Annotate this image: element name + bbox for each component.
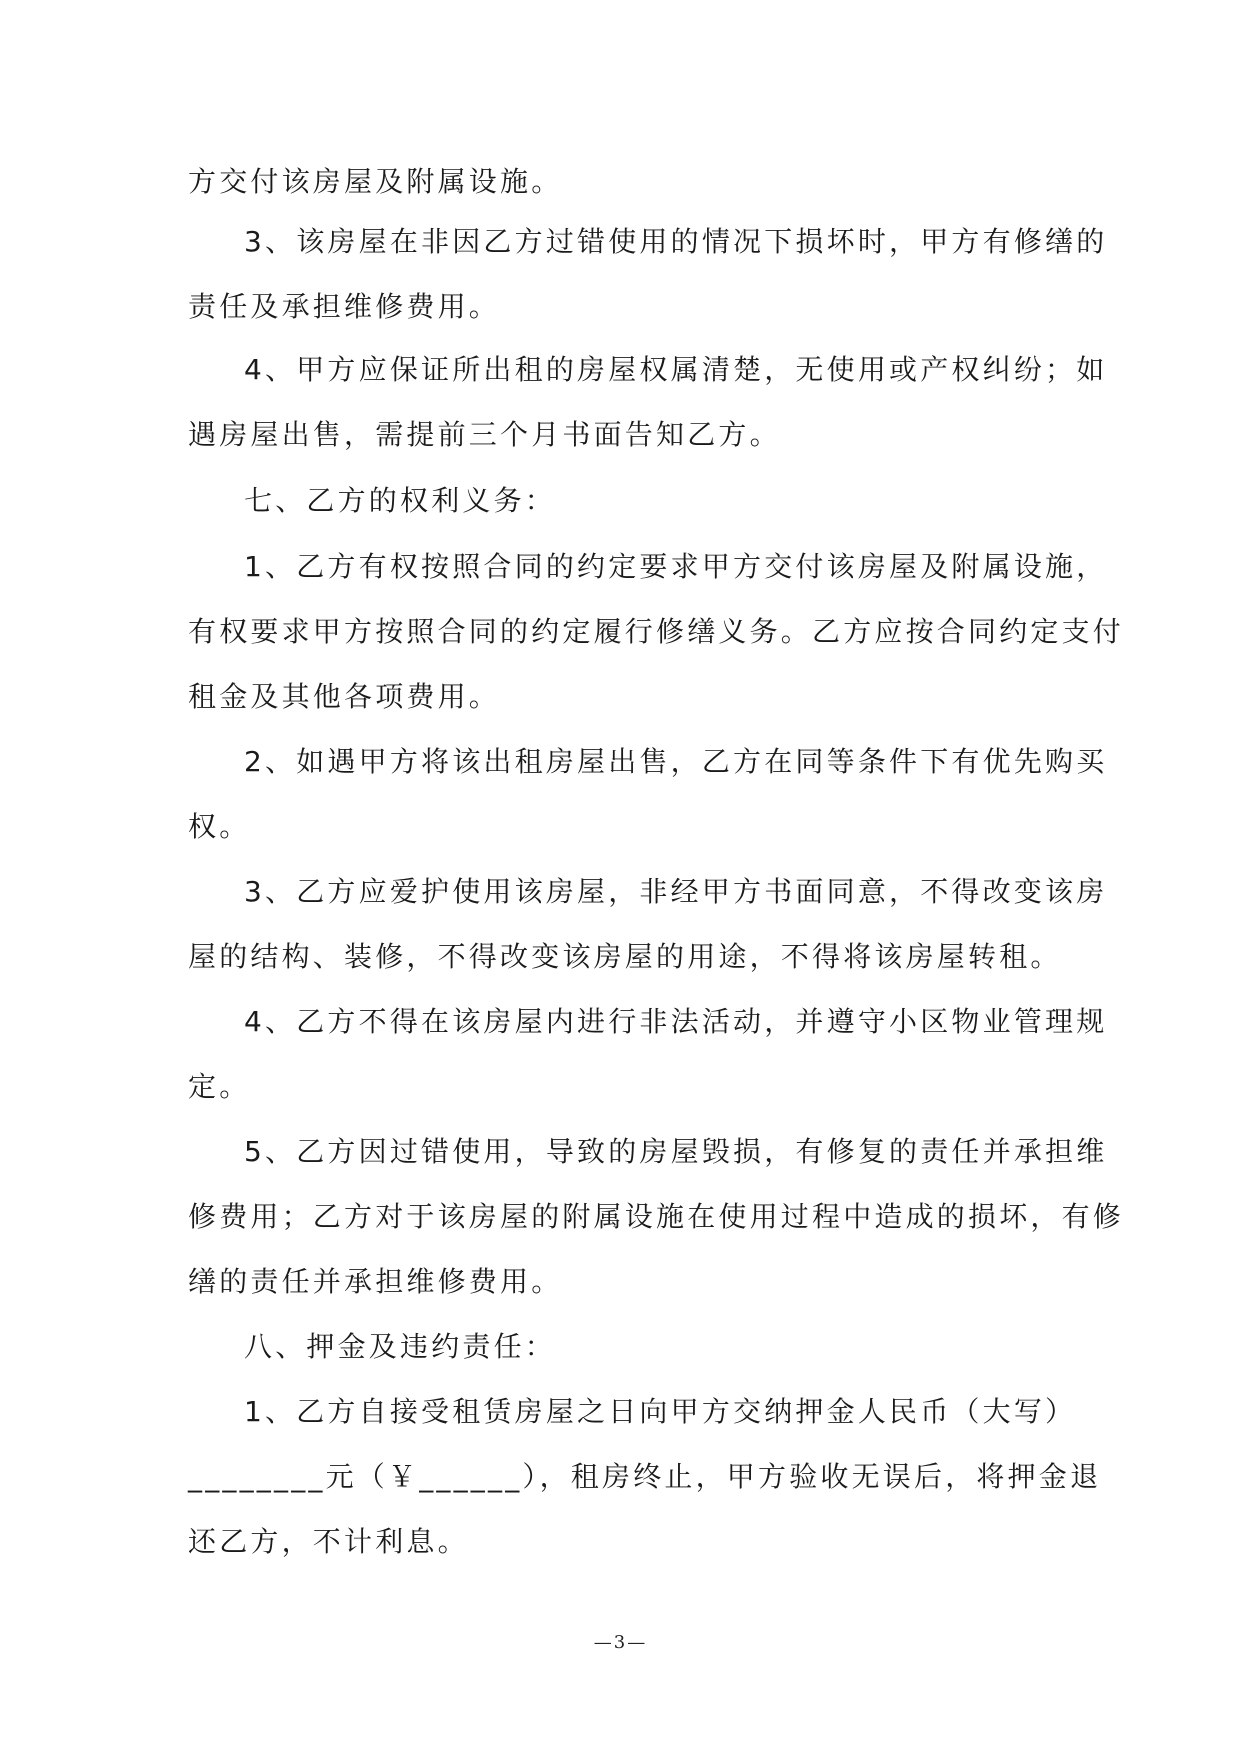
paragraph-line: 5、乙方因过错使用，导致的房屋毁损，有修复的责任并承担维	[244, 1135, 1108, 1168]
paragraph-line: 2、如遇甲方将该出租房屋出售，乙方在同等条件下有优先购买	[244, 745, 1108, 778]
paragraph-line: 遇房屋出售，需提前三个月书面告知乙方。	[188, 418, 781, 451]
paragraph-line: ________元（￥______），租房终止，甲方验收无误后，将押金退	[188, 1460, 1102, 1493]
paragraph-line: 权。	[188, 810, 251, 843]
paragraph-line: 4、甲方应保证所出租的房屋权属清楚，无使用或产权纠纷；如	[244, 353, 1108, 386]
paragraph-line: 还乙方，不计利息。	[188, 1525, 469, 1558]
page-number: —3—	[593, 1632, 648, 1653]
paragraph-line: 4、乙方不得在该房屋内进行非法活动，并遵守小区物业管理规	[244, 1005, 1108, 1038]
section-heading: 七、乙方的权利义务：	[244, 484, 557, 517]
paragraph-line: 屋的结构、装修，不得改变该房屋的用途，不得将该房屋转租。	[188, 940, 1062, 973]
paragraph-line: 定。	[188, 1070, 251, 1103]
paragraph-line: 租金及其他各项费用。	[188, 680, 501, 713]
paragraph-line: 3、该房屋在非因乙方过错使用的情况下损坏时，甲方有修缮的	[244, 225, 1108, 258]
paragraph-line: 修费用；乙方对于该房屋的附属设施在使用过程中造成的损坏，有修	[188, 1200, 1125, 1233]
paragraph-line: 1、乙方自接受租赁房屋之日向甲方交纳押金人民币（大写）	[244, 1395, 1077, 1428]
paragraph-line: 1、乙方有权按照合同的约定要求甲方交付该房屋及附属设施，	[244, 550, 1108, 583]
paragraph-line: 方交付该房屋及附属设施。	[188, 165, 563, 198]
paragraph-line: 有权要求甲方按照合同的约定履行修缮义务。乙方应按合同约定支付	[188, 615, 1125, 648]
paragraph-line: 3、乙方应爱护使用该房屋，非经甲方书面同意，不得改变该房	[244, 875, 1108, 908]
paragraph-line: 缮的责任并承担维修费用。	[188, 1265, 563, 1298]
paragraph-line: 责任及承担维修费用。	[188, 290, 501, 323]
section-heading: 八、押金及违约责任：	[244, 1330, 557, 1363]
